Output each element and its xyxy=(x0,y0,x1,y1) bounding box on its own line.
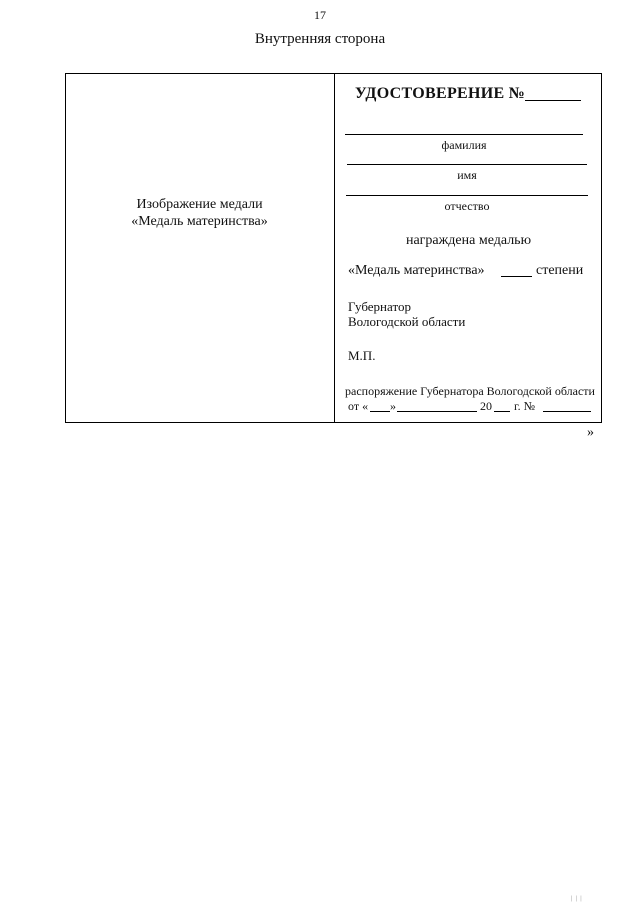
medal-caption-line2: «Медаль материнства» xyxy=(131,214,268,229)
governor-region: Вологодской области xyxy=(348,314,466,329)
degree-blank xyxy=(501,276,532,277)
date-day-blank xyxy=(370,411,390,412)
name-blank xyxy=(347,164,587,165)
medal-name-text: «Медаль материнства» xyxy=(348,263,485,278)
governor-title: Губернатор xyxy=(348,299,411,314)
surname-label: фамилия xyxy=(441,138,487,152)
certificate-heading: УДОСТОВЕРЕНИЕ № xyxy=(355,85,526,102)
surname-blank xyxy=(345,134,583,135)
date-prefix: от « xyxy=(348,399,369,413)
patronymic-blank xyxy=(346,195,588,196)
order-number-blank xyxy=(543,411,591,412)
date-year-prefix: 20 xyxy=(480,399,492,413)
order-number-label: г. № xyxy=(514,399,536,413)
date-year-blank xyxy=(494,411,510,412)
scan-corner-mark: | | | xyxy=(571,896,583,902)
page-number: 17 xyxy=(314,8,326,22)
order-reference: распоряжение Губернатора Вологодской области xyxy=(345,384,595,398)
seal-placeholder: М.П. xyxy=(348,348,376,363)
name-label: имя xyxy=(457,168,477,182)
awarded-text: награждена медалью xyxy=(405,233,532,248)
degree-text: степени xyxy=(536,263,584,278)
page-title: Внутренняя сторона xyxy=(254,31,386,47)
medal-caption-line1: Изображение медали xyxy=(136,197,263,212)
patronymic-label: отчество xyxy=(444,199,490,213)
date-month-blank xyxy=(397,411,477,412)
closing-quote: » xyxy=(587,425,594,440)
date-close-quote: » xyxy=(390,399,396,413)
medal-image-caption xyxy=(65,196,334,230)
certificate-number-blank xyxy=(525,100,581,101)
